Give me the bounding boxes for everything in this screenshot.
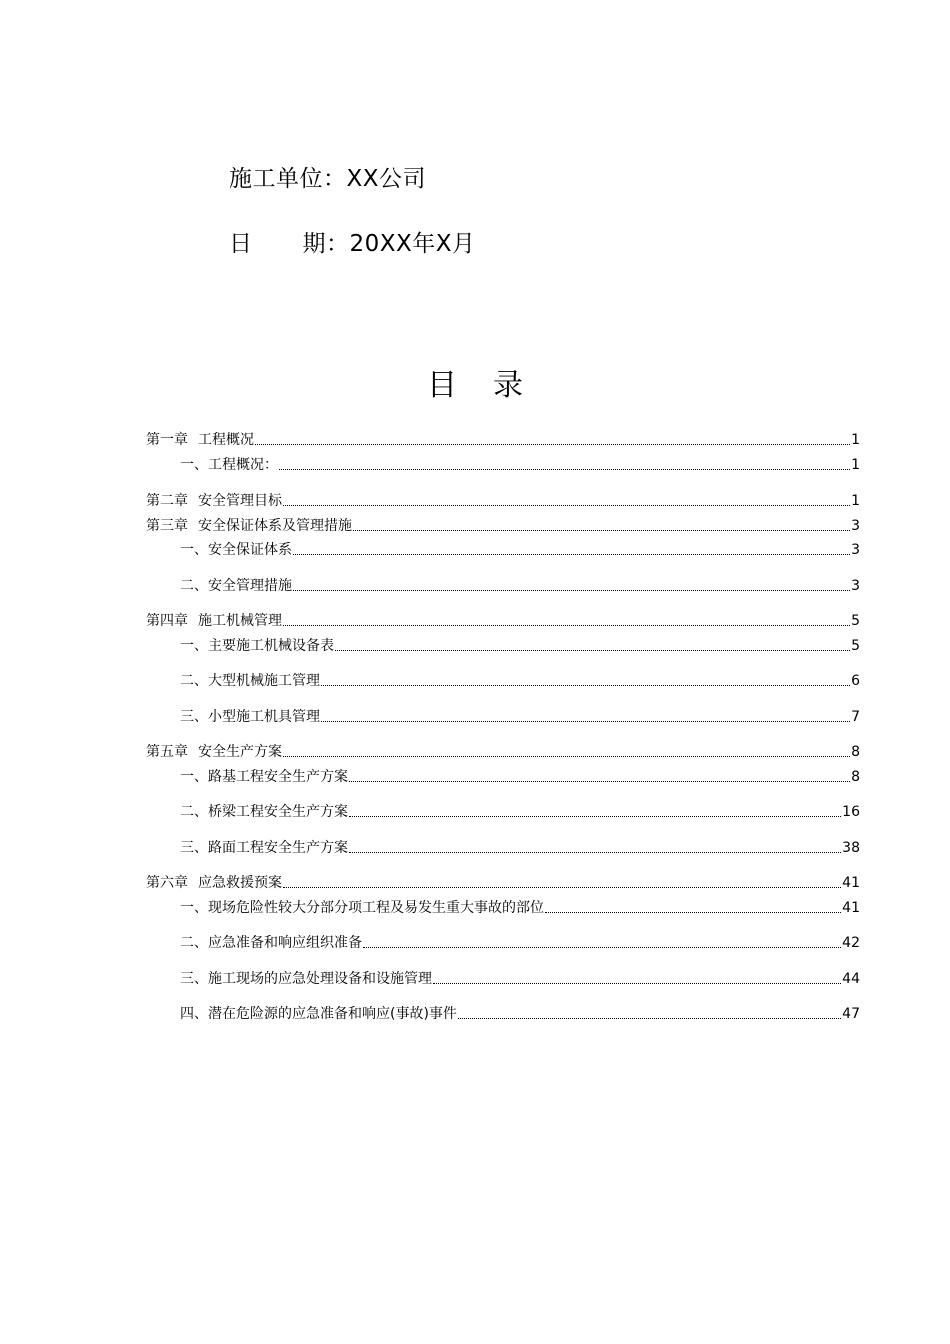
toc-chapter-entry[interactable] (146, 872, 860, 892)
toc-section-entry[interactable] (180, 575, 860, 595)
toc-section-entry[interactable] (180, 837, 860, 857)
toc-page-number: 3 (851, 542, 860, 558)
toc-chapter-title: 安全生产方案 (198, 744, 282, 760)
toc-chapter-title: 工程概况 (198, 432, 254, 448)
toc-section-entry[interactable] (180, 968, 860, 988)
toc-page-number: 1 (851, 493, 860, 509)
toc-entry-title: 四、潜在危险源的应急准备和响应(事故)事件 (180, 1006, 457, 1022)
toc-dot-leader (283, 756, 850, 757)
toc-section-entry[interactable] (180, 801, 860, 821)
toc-section-entry[interactable] (180, 706, 860, 726)
toc-section-entry[interactable] (180, 539, 860, 559)
toc-page-number: 6 (851, 673, 860, 689)
toc-dot-leader (335, 650, 850, 651)
toc-entry-title (146, 743, 282, 761)
toc-page-number: 8 (851, 744, 860, 760)
toc-dot-leader (545, 912, 841, 913)
toc-section-entry[interactable] (180, 897, 860, 917)
toc-chapter-number: 第一章 (146, 432, 188, 448)
toc-chapter-number: 第三章 (146, 518, 188, 534)
toc-page-number: 42 (842, 935, 860, 951)
toc-page-number: 47 (842, 1006, 860, 1022)
toc-section-entry[interactable] (180, 766, 860, 786)
date-label-first-char: 日 (229, 231, 253, 257)
toc-chapter-entry[interactable] (146, 515, 860, 535)
toc-dot-leader (458, 1018, 841, 1019)
toc-dot-leader (279, 469, 850, 470)
toc-entry-title: 一、路基工程安全生产方案 (180, 769, 348, 785)
toc-title: 目录 (427, 368, 559, 403)
toc-page-number: 3 (851, 578, 860, 594)
toc-page-number: 44 (842, 971, 860, 987)
toc-dot-leader (321, 685, 850, 686)
toc-dot-leader (363, 947, 841, 948)
toc-entry-title (146, 431, 254, 449)
toc-chapter-title: 应急救援预案 (198, 875, 282, 891)
toc-dot-leader (433, 983, 841, 984)
toc-chapter-entry[interactable] (146, 610, 860, 630)
toc-chapter-title: 施工机械管理 (198, 613, 282, 629)
toc-entry-title: 三、小型施工机具管理 (180, 709, 320, 725)
toc-page-number: 7 (851, 709, 860, 725)
toc-dot-leader (293, 590, 850, 591)
toc-dot-leader (255, 444, 850, 445)
toc-chapter-title: 安全管理目标 (198, 493, 282, 509)
toc-entry-title (146, 874, 282, 892)
toc-page-number: 41 (842, 900, 860, 916)
toc-entry-title (146, 612, 282, 630)
toc-page-number: 5 (851, 613, 860, 629)
toc-entry-title: 一、安全保证体系 (180, 542, 292, 558)
toc-page-number: 8 (851, 769, 860, 785)
toc-chapter-number: 第五章 (146, 744, 188, 760)
toc-entry-title: 二、桥梁工程安全生产方案 (180, 804, 348, 820)
toc-section-entry[interactable] (180, 932, 860, 952)
toc-entry-title: 一、现场危险性较大分部分项工程及易发生重大事故的部位 (180, 900, 544, 916)
toc-dot-leader (283, 505, 850, 506)
toc-section-entry[interactable] (180, 670, 860, 690)
toc-entry-title: 一、主要施工机械设备表 (180, 638, 334, 654)
toc-entry-title: 三、路面工程安全生产方案 (180, 840, 348, 856)
toc-entry-title: 二、安全管理措施 (180, 578, 292, 594)
toc-chapter-title: 安全保证体系及管理措施 (198, 518, 352, 534)
toc-entry-title (146, 492, 282, 510)
toc-page-number: 16 (842, 804, 860, 820)
toc-page-number: 1 (851, 432, 860, 448)
toc-dot-leader (349, 852, 841, 853)
toc-dot-leader (349, 816, 841, 817)
date-value-text: 期：20XX年X月 (302, 231, 476, 257)
toc-chapter-entry[interactable] (146, 429, 860, 449)
toc-entry-title (146, 517, 352, 535)
toc-page-number: 3 (851, 518, 860, 534)
toc-section-entry[interactable] (180, 635, 860, 655)
construction-unit-text: 施工单位：XX公司 (229, 166, 427, 192)
toc-dot-leader (321, 721, 850, 722)
construction-unit-line (229, 160, 426, 193)
toc-section-entry[interactable] (180, 1003, 860, 1023)
toc-entry-title: 三、施工现场的应急处理设备和设施管理 (180, 971, 432, 987)
toc-chapter-entry[interactable] (146, 490, 860, 510)
toc-dot-leader (293, 554, 850, 555)
toc-chapter-number: 第六章 (146, 875, 188, 891)
toc-section-entry[interactable] (180, 454, 860, 474)
toc-page-number: 41 (842, 875, 860, 891)
toc-entry-title: 一、工程概况： (180, 457, 278, 473)
toc-dot-leader (283, 625, 850, 626)
toc-dot-leader (353, 530, 850, 531)
date-line (229, 225, 476, 258)
toc-page-number: 1 (851, 457, 860, 473)
toc-entry-title: 二、大型机械施工管理 (180, 673, 320, 689)
toc-page-number: 5 (851, 638, 860, 654)
toc-chapter-number: 第二章 (146, 493, 188, 509)
toc-page-number: 38 (842, 840, 860, 856)
toc-chapter-entry[interactable] (146, 741, 860, 761)
toc-dot-leader (349, 781, 850, 782)
toc-entry-title: 二、应急准备和响应组织准备 (180, 935, 362, 951)
toc-chapter-number: 第四章 (146, 613, 188, 629)
toc-dot-leader (283, 887, 841, 888)
